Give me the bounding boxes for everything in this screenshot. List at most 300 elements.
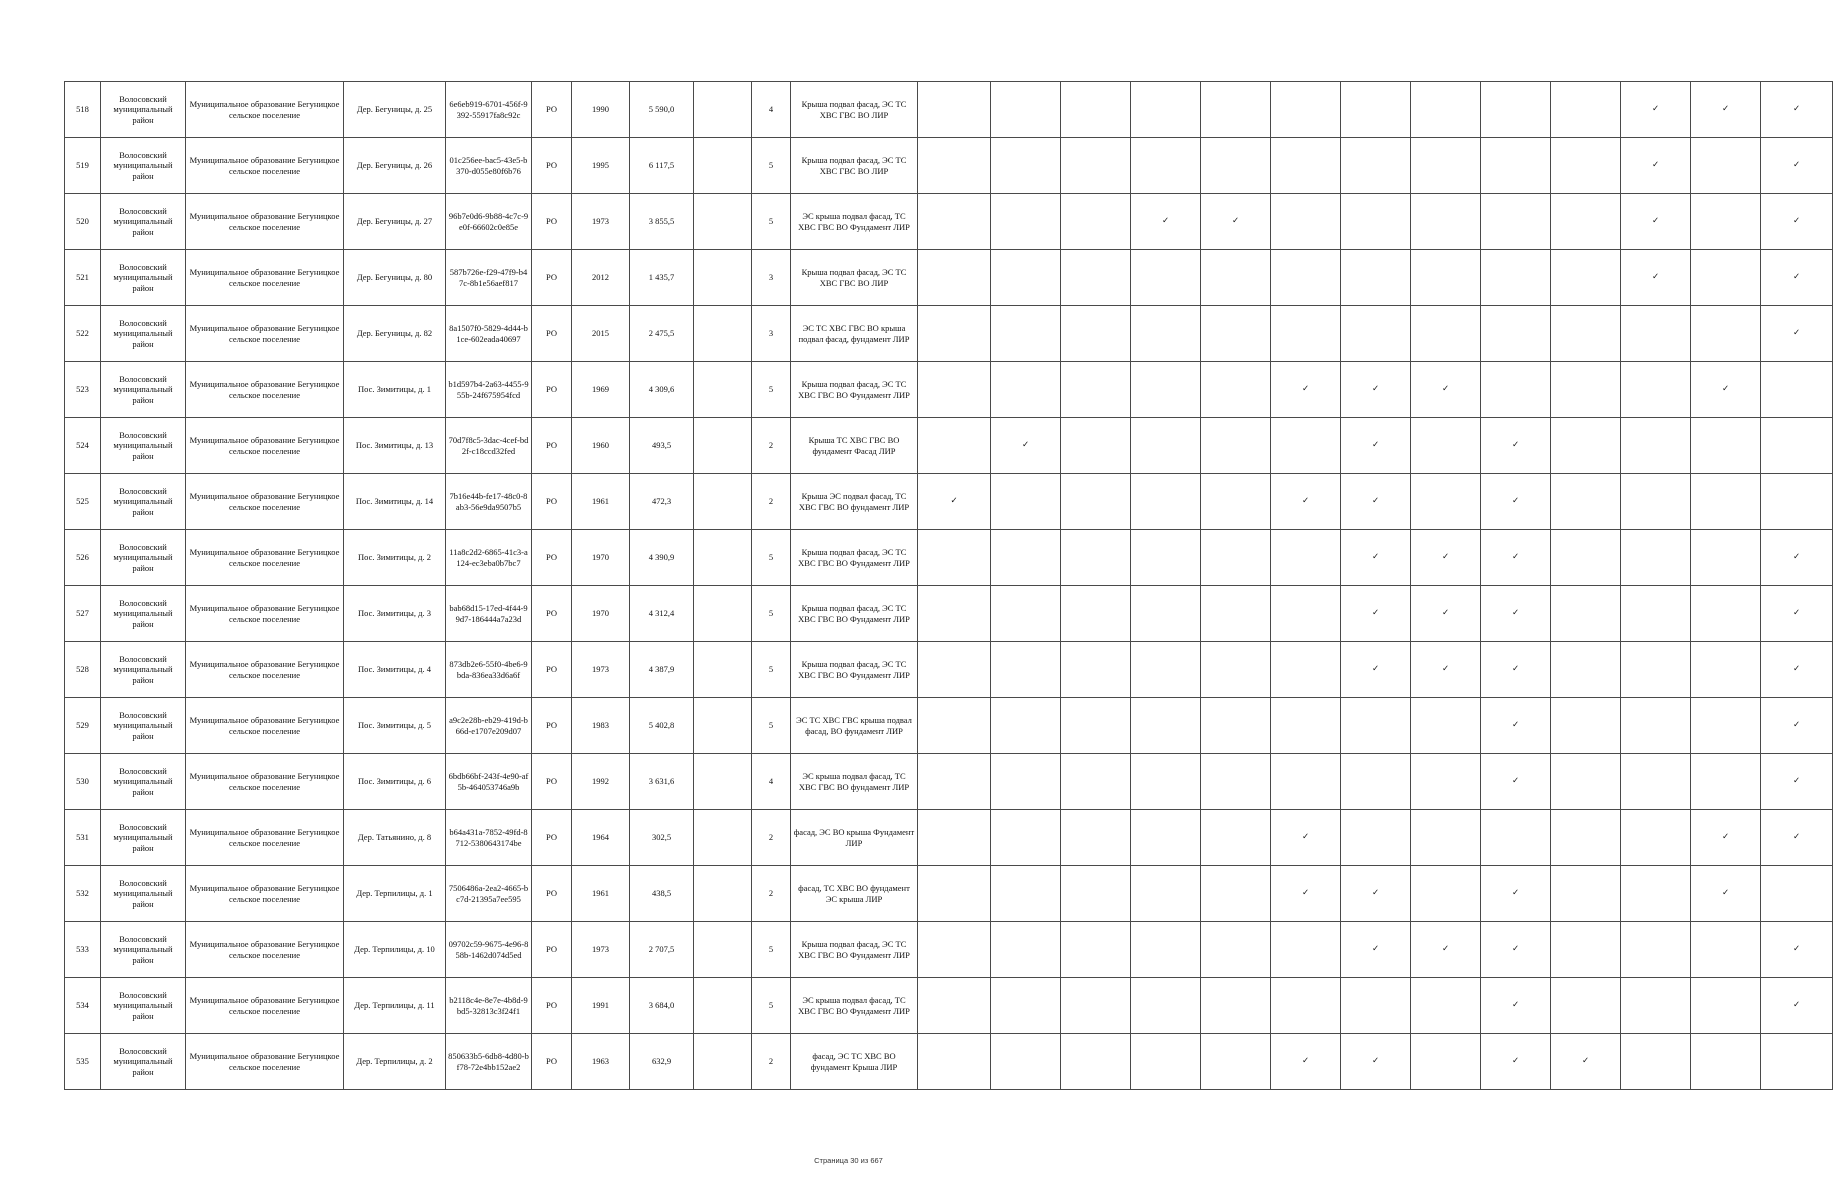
check-cell xyxy=(1201,474,1271,530)
check-cell xyxy=(1271,754,1341,810)
municipality-cell: Муниципальное образование Бегуницкое сельское поселение xyxy=(186,194,344,250)
year-cell: 1973 xyxy=(572,642,630,698)
table-row xyxy=(65,698,1833,754)
municipality-cell: Муниципальное образование Бегуницкое сельское поселение xyxy=(186,586,344,642)
district-cell: Волосовский муниципальный район xyxy=(101,250,186,306)
row-number: 530 xyxy=(65,754,101,810)
district-cell: Волосовский муниципальный район xyxy=(101,362,186,418)
checkmark-icon: ✓ xyxy=(1511,776,1520,787)
check-cell xyxy=(1551,474,1621,530)
year-cell: 1991 xyxy=(572,978,630,1034)
check-cell xyxy=(918,362,991,418)
check-cell xyxy=(1131,978,1201,1034)
check-cell xyxy=(1271,250,1341,306)
guid-cell: 11a8c2d2-6865-41c3-a124-ec3eba0b7bc7 xyxy=(446,530,532,586)
check-cell xyxy=(1061,194,1131,250)
checkmark-icon: ✓ xyxy=(1581,1056,1590,1067)
check-cell xyxy=(1761,418,1833,474)
checkmark-icon: ✓ xyxy=(1371,440,1380,451)
guid-cell: 873db2e6-55f0-4be6-9bda-836ea33d6a6f xyxy=(446,642,532,698)
checkmark-icon: ✓ xyxy=(1651,104,1660,115)
check-cell xyxy=(1271,418,1341,474)
code-cell: РО xyxy=(532,810,572,866)
guid-cell: b2118c4e-8e7e-4b8d-9bd5-32813c3f24f1 xyxy=(446,978,532,1034)
works-cell: ЭС крыша подвал фасад, ТС ХВС ГВС ВО фундамент ЛИР xyxy=(791,754,918,810)
checkmark-icon: ✓ xyxy=(1301,832,1310,843)
table-row xyxy=(65,306,1833,362)
checkmark-icon: ✓ xyxy=(1371,888,1380,899)
check-cell xyxy=(1481,138,1551,194)
checkmark-icon: ✓ xyxy=(1792,832,1801,843)
check-cell xyxy=(918,586,991,642)
row-number: 535 xyxy=(65,1034,101,1090)
row-number: 528 xyxy=(65,642,101,698)
check-cell xyxy=(991,754,1061,810)
check-cell xyxy=(1761,922,1833,978)
floors-cell: 3 xyxy=(752,306,791,362)
check-cell xyxy=(1131,698,1201,754)
checkmark-icon: ✓ xyxy=(1441,664,1450,675)
check-cell xyxy=(1551,922,1621,978)
floors-cell: 2 xyxy=(752,474,791,530)
check-cell xyxy=(1411,1034,1481,1090)
checkmark-icon: ✓ xyxy=(1721,832,1730,843)
check-cell xyxy=(1481,530,1551,586)
area-cell: 2 707,5 xyxy=(630,922,694,978)
code-cell: РО xyxy=(532,586,572,642)
floors-cell: 2 xyxy=(752,418,791,474)
floors-cell: 5 xyxy=(752,530,791,586)
check-cell xyxy=(991,530,1061,586)
row-number: 522 xyxy=(65,306,101,362)
address-cell: Пос. Зимитицы, д. 4 xyxy=(344,642,446,698)
check-cell xyxy=(1411,82,1481,138)
check-cell xyxy=(1061,250,1131,306)
row-number: 533 xyxy=(65,922,101,978)
year-cell: 1973 xyxy=(572,194,630,250)
checkmark-icon: ✓ xyxy=(1371,944,1380,955)
checkmark-icon: ✓ xyxy=(1792,720,1801,731)
check-cell xyxy=(1201,250,1271,306)
checkmark-icon: ✓ xyxy=(1511,720,1520,731)
table-body xyxy=(65,82,1833,1090)
check-cell xyxy=(1691,474,1761,530)
check-cell xyxy=(1201,82,1271,138)
works-cell: ЭС крыша подвал фасад, ТС ХВС ГВС ВО Фундамент ЛИР xyxy=(791,978,918,1034)
check-cell xyxy=(1201,138,1271,194)
floors-cell: 2 xyxy=(752,1034,791,1090)
year-cell: 1973 xyxy=(572,922,630,978)
check-cell xyxy=(1341,474,1411,530)
check-cell xyxy=(1621,306,1691,362)
check-cell xyxy=(991,306,1061,362)
check-cell xyxy=(1691,978,1761,1034)
blank-cell xyxy=(694,474,752,530)
check-cell xyxy=(918,698,991,754)
check-cell xyxy=(1061,586,1131,642)
checkmark-icon: ✓ xyxy=(1301,888,1310,899)
check-cell xyxy=(1341,754,1411,810)
check-cell xyxy=(1061,1034,1131,1090)
municipality-cell: Муниципальное образование Бегуницкое сельское поселение xyxy=(186,978,344,1034)
code-cell: РО xyxy=(532,194,572,250)
works-cell: Крыша подвал фасад, ЭС ТС ХВС ГВС ВО ЛИР xyxy=(791,82,918,138)
municipality-cell: Муниципальное образование Бегуницкое сельское поселение xyxy=(186,362,344,418)
area-cell: 4 312,4 xyxy=(630,586,694,642)
works-cell: Крыша подвал фасад, ЭС ТС ХВС ГВС ВО Фундамент ЛИР xyxy=(791,530,918,586)
row-number: 523 xyxy=(65,362,101,418)
check-cell xyxy=(1131,362,1201,418)
table-row xyxy=(65,978,1833,1034)
guid-cell: 6e6eb919-6701-456f-9392-55917fa8c92c xyxy=(446,82,532,138)
check-cell xyxy=(1271,194,1341,250)
check-cell xyxy=(1551,306,1621,362)
check-cell xyxy=(1201,698,1271,754)
check-cell xyxy=(1761,586,1833,642)
address-cell: Дер. Терпилицы, д. 2 xyxy=(344,1034,446,1090)
check-cell xyxy=(1761,250,1833,306)
check-cell xyxy=(1271,810,1341,866)
address-cell: Пос. Зимитицы, д. 5 xyxy=(344,698,446,754)
guid-cell: a9c2e28b-eb29-419d-b66d-e1707e209d07 xyxy=(446,698,532,754)
district-cell: Волосовский муниципальный район xyxy=(101,138,186,194)
check-cell xyxy=(1061,922,1131,978)
check-cell xyxy=(1621,194,1691,250)
check-cell xyxy=(1341,530,1411,586)
check-cell xyxy=(1271,866,1341,922)
checkmark-icon: ✓ xyxy=(1301,496,1310,507)
check-cell xyxy=(1411,810,1481,866)
check-cell xyxy=(1551,194,1621,250)
check-cell xyxy=(1271,1034,1341,1090)
check-cell xyxy=(1341,978,1411,1034)
checkmark-icon: ✓ xyxy=(1511,496,1520,507)
code-cell: РО xyxy=(532,138,572,194)
district-cell: Волосовский муниципальный район xyxy=(101,586,186,642)
code-cell: РО xyxy=(532,250,572,306)
check-cell xyxy=(1621,922,1691,978)
check-cell xyxy=(1481,194,1551,250)
district-cell: Волосовский муниципальный район xyxy=(101,306,186,362)
code-cell: РО xyxy=(532,698,572,754)
blank-cell xyxy=(694,754,752,810)
check-cell xyxy=(1691,530,1761,586)
check-cell xyxy=(1061,82,1131,138)
check-cell xyxy=(1551,82,1621,138)
floors-cell: 5 xyxy=(752,642,791,698)
checkmark-icon: ✓ xyxy=(1511,608,1520,619)
check-cell xyxy=(991,866,1061,922)
row-number: 527 xyxy=(65,586,101,642)
check-cell xyxy=(1481,418,1551,474)
blank-cell xyxy=(694,250,752,306)
check-cell xyxy=(1621,1034,1691,1090)
checkmark-icon: ✓ xyxy=(1021,440,1030,451)
district-cell: Волосовский муниципальный район xyxy=(101,1034,186,1090)
blank-cell xyxy=(694,418,752,474)
check-cell xyxy=(1271,306,1341,362)
district-cell: Волосовский муниципальный район xyxy=(101,810,186,866)
check-cell xyxy=(1201,978,1271,1034)
year-cell: 1969 xyxy=(572,362,630,418)
check-cell xyxy=(1691,586,1761,642)
area-cell: 4 309,6 xyxy=(630,362,694,418)
checkmark-icon: ✓ xyxy=(1792,104,1801,115)
check-cell xyxy=(1621,978,1691,1034)
row-number: 518 xyxy=(65,82,101,138)
blank-cell xyxy=(694,82,752,138)
check-cell xyxy=(1621,866,1691,922)
check-cell xyxy=(1061,418,1131,474)
blank-cell xyxy=(694,306,752,362)
district-cell: Волосовский муниципальный район xyxy=(101,194,186,250)
blank-cell xyxy=(694,1034,752,1090)
check-cell xyxy=(1551,978,1621,1034)
checkmark-icon: ✓ xyxy=(1792,552,1801,563)
row-number: 529 xyxy=(65,698,101,754)
check-cell xyxy=(1411,978,1481,1034)
check-cell xyxy=(1481,474,1551,530)
check-cell xyxy=(1271,922,1341,978)
check-cell xyxy=(1411,362,1481,418)
address-cell: Дер. Бегуницы, д. 82 xyxy=(344,306,446,362)
checkmark-icon: ✓ xyxy=(1511,440,1520,451)
check-cell xyxy=(1411,194,1481,250)
municipality-cell: Муниципальное образование Бегуницкое сельское поселение xyxy=(186,250,344,306)
check-cell xyxy=(1411,474,1481,530)
table-row xyxy=(65,922,1833,978)
check-cell xyxy=(1621,82,1691,138)
district-cell: Волосовский муниципальный район xyxy=(101,474,186,530)
checkmark-icon: ✓ xyxy=(1792,944,1801,955)
check-cell xyxy=(1691,306,1761,362)
municipality-cell: Муниципальное образование Бегуницкое сельское поселение xyxy=(186,1034,344,1090)
year-cell: 1992 xyxy=(572,754,630,810)
area-cell: 3 684,0 xyxy=(630,978,694,1034)
municipality-cell: Муниципальное образование Бегуницкое сельское поселение xyxy=(186,138,344,194)
table-row xyxy=(65,82,1833,138)
works-cell: Крыша подвал фасад, ЭС ТС ХВС ГВС ВО ЛИР xyxy=(791,250,918,306)
check-cell xyxy=(1691,754,1761,810)
blank-cell xyxy=(694,698,752,754)
year-cell: 1961 xyxy=(572,866,630,922)
check-cell xyxy=(1061,866,1131,922)
year-cell: 1960 xyxy=(572,418,630,474)
checkmark-icon: ✓ xyxy=(1721,888,1730,899)
check-cell xyxy=(1411,922,1481,978)
checkmark-icon: ✓ xyxy=(950,496,958,507)
district-cell: Волосовский муниципальный район xyxy=(101,698,186,754)
checkmark-icon: ✓ xyxy=(1301,1056,1310,1067)
check-cell xyxy=(1341,810,1411,866)
check-cell xyxy=(1201,362,1271,418)
housing-register-table xyxy=(64,81,1833,1090)
checkmark-icon: ✓ xyxy=(1441,552,1450,563)
check-cell xyxy=(991,474,1061,530)
check-cell xyxy=(991,250,1061,306)
checkmark-icon: ✓ xyxy=(1792,328,1801,339)
check-cell xyxy=(1201,586,1271,642)
checkmark-icon: ✓ xyxy=(1511,1056,1520,1067)
check-cell xyxy=(1411,306,1481,362)
floors-cell: 5 xyxy=(752,194,791,250)
check-cell xyxy=(1271,642,1341,698)
check-cell xyxy=(1341,698,1411,754)
check-cell xyxy=(1341,362,1411,418)
check-cell xyxy=(1201,418,1271,474)
works-cell: Крыша ТС ХВС ГВС ВО фундамент Фасад ЛИР xyxy=(791,418,918,474)
table-row xyxy=(65,250,1833,306)
code-cell: РО xyxy=(532,474,572,530)
area-cell: 438,5 xyxy=(630,866,694,922)
code-cell: РО xyxy=(532,978,572,1034)
checkmark-icon: ✓ xyxy=(1721,384,1730,395)
floors-cell: 5 xyxy=(752,698,791,754)
checkmark-icon: ✓ xyxy=(1231,216,1240,227)
check-cell xyxy=(1061,306,1131,362)
check-cell xyxy=(991,82,1061,138)
guid-cell: 6bdb66bf-243f-4e90-af5b-464053746a9b xyxy=(446,754,532,810)
check-cell xyxy=(918,138,991,194)
municipality-cell: Муниципальное образование Бегуницкое сельское поселение xyxy=(186,754,344,810)
checkmark-icon: ✓ xyxy=(1511,888,1520,899)
check-cell xyxy=(1201,810,1271,866)
check-cell xyxy=(1691,418,1761,474)
district-cell: Волосовский муниципальный район xyxy=(101,978,186,1034)
blank-cell xyxy=(694,194,752,250)
check-cell xyxy=(1201,866,1271,922)
guid-cell: b1d597b4-2a63-4455-955b-24f675954fcd xyxy=(446,362,532,418)
works-cell: Крыша подвал фасад, ЭС ТС ХВС ГВС ВО ЛИР xyxy=(791,138,918,194)
guid-cell: 8a1507f0-5829-4d44-b1ce-602eada40697 xyxy=(446,306,532,362)
checkmark-icon: ✓ xyxy=(1301,384,1310,395)
check-cell xyxy=(1481,1034,1551,1090)
address-cell: Дер. Бегуницы, д. 26 xyxy=(344,138,446,194)
check-cell xyxy=(1061,698,1131,754)
check-cell xyxy=(1551,530,1621,586)
area-cell: 1 435,7 xyxy=(630,250,694,306)
blank-cell xyxy=(694,922,752,978)
check-cell xyxy=(1131,82,1201,138)
guid-cell: 96b7e0d6-9b88-4c7c-9e0f-66602c0e85e xyxy=(446,194,532,250)
checkmark-icon: ✓ xyxy=(1441,608,1450,619)
check-cell xyxy=(1131,810,1201,866)
check-cell xyxy=(1341,586,1411,642)
checkmark-icon: ✓ xyxy=(1792,1000,1801,1011)
code-cell: РО xyxy=(532,82,572,138)
check-cell xyxy=(1131,586,1201,642)
table-row xyxy=(65,474,1833,530)
address-cell: Пос. Зимитицы, д. 1 xyxy=(344,362,446,418)
check-cell xyxy=(1061,474,1131,530)
guid-cell: 850633b5-6db8-4d80-bf78-72e4bb152ae2 xyxy=(446,1034,532,1090)
check-cell xyxy=(918,1034,991,1090)
check-cell xyxy=(1761,698,1833,754)
check-cell xyxy=(1551,698,1621,754)
check-cell xyxy=(991,362,1061,418)
row-number: 520 xyxy=(65,194,101,250)
check-cell xyxy=(1481,306,1551,362)
check-cell xyxy=(1761,1034,1833,1090)
floors-cell: 4 xyxy=(752,754,791,810)
check-cell xyxy=(1271,586,1341,642)
area-cell: 632,9 xyxy=(630,1034,694,1090)
check-cell xyxy=(1061,754,1131,810)
year-cell: 1990 xyxy=(572,82,630,138)
address-cell: Пос. Зимитицы, д. 14 xyxy=(344,474,446,530)
check-cell xyxy=(1201,642,1271,698)
municipality-cell: Муниципальное образование Бегуницкое сельское поселение xyxy=(186,922,344,978)
checkmark-icon: ✓ xyxy=(1792,216,1801,227)
year-cell: 1964 xyxy=(572,810,630,866)
check-cell xyxy=(1271,362,1341,418)
works-cell: ЭС ТС ХВС ГВС крыша подвал фасад, ВО фундамент ЛИР xyxy=(791,698,918,754)
municipality-cell: Муниципальное образование Бегуницкое сельское поселение xyxy=(186,530,344,586)
table-row xyxy=(65,138,1833,194)
check-cell xyxy=(1761,530,1833,586)
check-cell xyxy=(991,978,1061,1034)
guid-cell: 587b726e-f29-47f9-b47c-8b1e56aef817 xyxy=(446,250,532,306)
check-cell xyxy=(1411,754,1481,810)
guid-cell: bab68d15-17ed-4f44-99d7-186444a7a23d xyxy=(446,586,532,642)
check-cell xyxy=(1691,866,1761,922)
checkmark-icon: ✓ xyxy=(1721,104,1730,115)
check-cell xyxy=(1691,138,1761,194)
check-cell xyxy=(1691,642,1761,698)
check-cell xyxy=(1621,754,1691,810)
check-cell xyxy=(1271,530,1341,586)
check-cell xyxy=(1481,754,1551,810)
check-cell xyxy=(1481,250,1551,306)
check-cell xyxy=(1481,810,1551,866)
check-cell xyxy=(1201,754,1271,810)
area-cell: 493,5 xyxy=(630,418,694,474)
check-cell xyxy=(918,978,991,1034)
check-cell xyxy=(1551,362,1621,418)
check-cell xyxy=(991,586,1061,642)
area-cell: 3 855,5 xyxy=(630,194,694,250)
blank-cell xyxy=(694,810,752,866)
check-cell xyxy=(1271,138,1341,194)
check-cell xyxy=(1551,810,1621,866)
check-cell xyxy=(1341,418,1411,474)
address-cell: Пос. Зимитицы, д. 13 xyxy=(344,418,446,474)
check-cell xyxy=(1551,138,1621,194)
checkmark-icon: ✓ xyxy=(1511,1000,1520,1011)
checkmark-icon: ✓ xyxy=(1371,1056,1380,1067)
works-cell: фасад, ЭС ВО крыша Фундамент ЛИР xyxy=(791,810,918,866)
check-cell xyxy=(1341,138,1411,194)
check-cell xyxy=(1691,922,1761,978)
municipality-cell: Муниципальное образование Бегуницкое сельское поселение xyxy=(186,82,344,138)
code-cell: РО xyxy=(532,418,572,474)
district-cell: Волосовский муниципальный район xyxy=(101,642,186,698)
check-cell xyxy=(1621,810,1691,866)
check-cell xyxy=(918,642,991,698)
address-cell: Пос. Зимитицы, д. 6 xyxy=(344,754,446,810)
check-cell xyxy=(991,418,1061,474)
check-cell xyxy=(918,418,991,474)
works-cell: ЭС крыша подвал фасад, ТС ХВС ГВС ВО Фундамент ЛИР xyxy=(791,194,918,250)
checkmark-icon: ✓ xyxy=(1371,552,1380,563)
check-cell xyxy=(1341,82,1411,138)
floors-cell: 5 xyxy=(752,922,791,978)
municipality-cell: Муниципальное образование Бегуницкое сельское поселение xyxy=(186,642,344,698)
checkmark-icon: ✓ xyxy=(1371,384,1380,395)
check-cell xyxy=(1621,698,1691,754)
check-cell xyxy=(1341,866,1411,922)
check-cell xyxy=(1691,362,1761,418)
